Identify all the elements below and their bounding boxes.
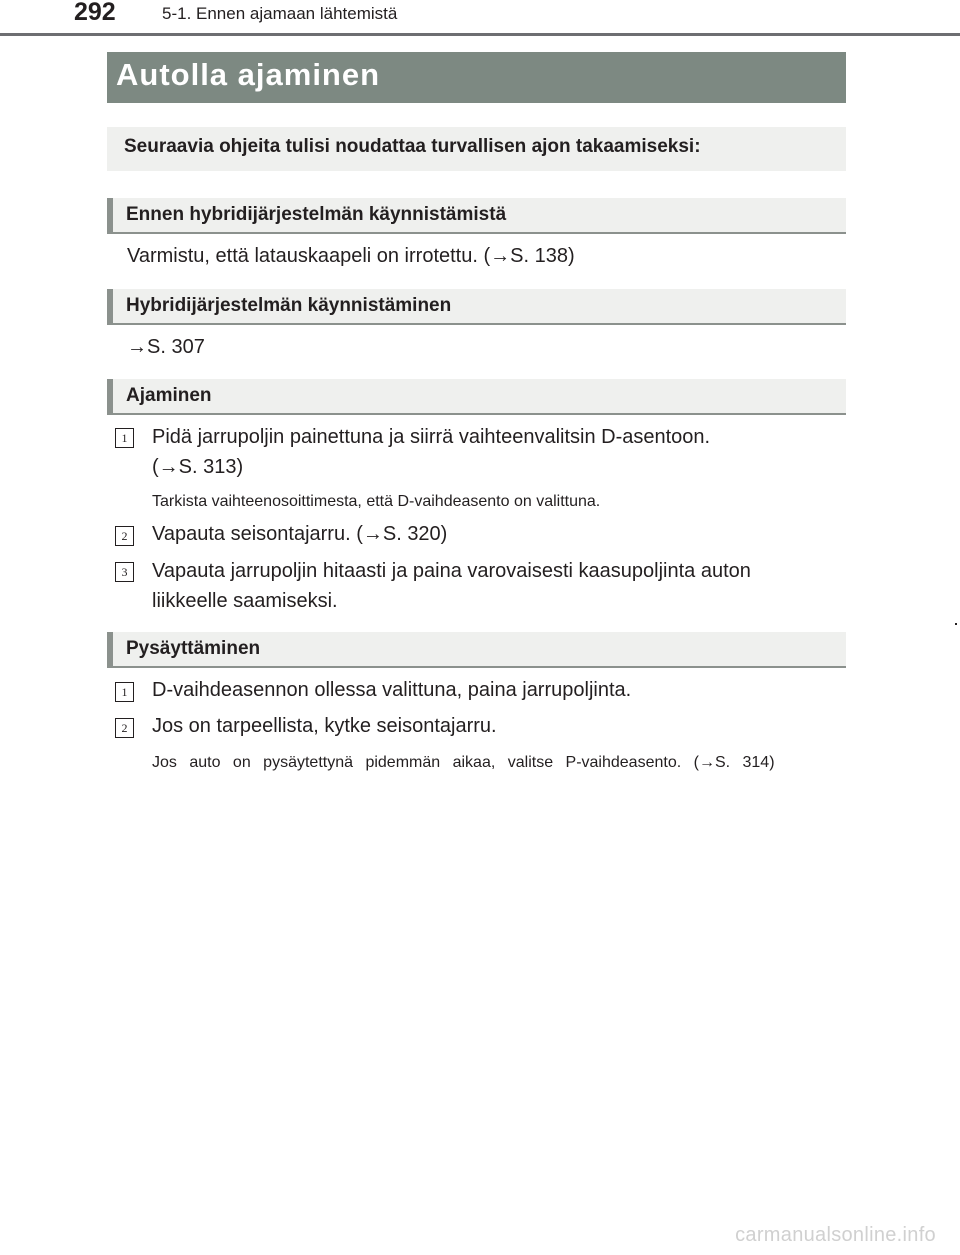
- step-text: Vapauta seisontajarru. (→S. 320): [152, 523, 448, 545]
- step-text-continued: liikkeelle saamiseksi.: [152, 590, 338, 612]
- subheading-before-start: [107, 198, 846, 234]
- intro-bar: [107, 127, 846, 171]
- subheading-label: Ajaminen: [126, 385, 212, 406]
- step-number: 2: [115, 526, 134, 546]
- step-number: 1: [115, 428, 134, 448]
- subheading-label: Pysäyttäminen: [126, 638, 261, 659]
- title-bar: [107, 52, 846, 103]
- step-text: Vapauta jarrupoljin hitaasti ja paina varovaisesti kaasupoljinta auton: [152, 560, 751, 582]
- section-header: 5-1. Ennen ajamaan lähtemistä: [162, 4, 398, 23]
- step-text-continued: (→S. 313): [152, 456, 244, 478]
- stray-mark: [955, 623, 957, 625]
- step-text: Jos on tarpeellista, kytke seisontajarru.: [152, 715, 497, 737]
- subheading-label: Ennen hybridijärjestelmän käynnistämistä: [126, 204, 507, 225]
- page-number: 292: [74, 0, 116, 26]
- starting-text: →S. 307: [127, 336, 205, 358]
- step-number: 3: [115, 562, 134, 582]
- step-note: Jos auto on pysäytettynä pidemmän aikaa, valitse P-vaihdeasento. (→S. 314): [152, 754, 775, 771]
- subheading-stopping: [107, 632, 846, 668]
- footer-brand: carmanualsonline.info: [735, 1224, 936, 1246]
- step-text: D-vaihdeasennon ollessa valittuna, paina jarrupoljinta.: [152, 679, 632, 701]
- step-number: 2: [115, 718, 134, 738]
- header-rule: [0, 33, 960, 36]
- step-note: Tarkista vaihteenosoittimesta, että D-vaihdeasento on valittuna.: [152, 493, 601, 510]
- subheading-starting: [107, 289, 846, 325]
- subheading-driving: [107, 379, 846, 415]
- step-number: 1: [115, 682, 134, 702]
- page-title: Autolla ajaminen: [116, 57, 381, 92]
- subheading-label: Hybridijärjestelmän käynnistäminen: [126, 295, 452, 316]
- intro-text: Seuraavia ohjeita tulisi noudattaa turvallisen ajon takaamiseksi:: [124, 136, 701, 157]
- before-start-text: Varmistu, että latauskaapeli on irrotettu. (→S. 138): [127, 245, 575, 267]
- step-text: Pidä jarrupoljin painettuna ja siirrä vaihteenvalitsin D-asentoon.: [152, 426, 711, 448]
